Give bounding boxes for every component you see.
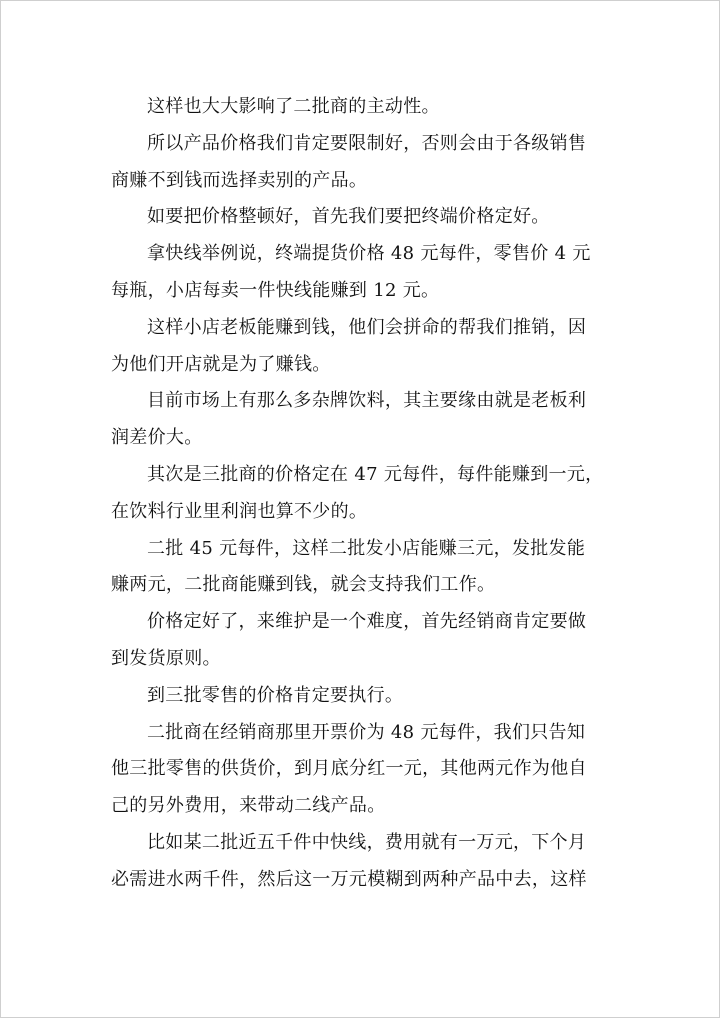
- paragraph: [111, 126, 606, 200]
- text-line: 这样也大大影响了二批商的主动性。: [147, 96, 440, 117]
- paragraph: [111, 678, 606, 715]
- paragraph: [111, 310, 606, 384]
- text-line: 赚两元，二批商能赚到钱，就会支持我们工作。: [111, 574, 496, 596]
- text-line: 润差价大。: [111, 427, 203, 449]
- text-line: 二批商在经销商那里开票价为 48 元每件，我们只告知: [147, 721, 586, 743]
- paragraph: [111, 199, 606, 236]
- text-line: 为他们开店就是为了赚钱。: [111, 353, 331, 375]
- text-line: 己的另外费用，来带动二线产品。: [111, 795, 386, 817]
- document-body: [111, 89, 606, 899]
- paragraph: [111, 383, 606, 457]
- paragraph: [111, 89, 606, 126]
- text-line: 商赚不到钱而选择卖别的产品。: [111, 169, 368, 191]
- text-line: 比如某二批近五千件中快线，费用就有一万元，下个月: [147, 831, 587, 853]
- text-line: 在饮料行业里利润也算不少的。: [111, 500, 368, 522]
- text-line: 到三批零售的价格肯定要执行。: [147, 684, 404, 706]
- text-line: 所以产品价格我们肯定要限制好，否则会由于各级销售: [147, 132, 587, 154]
- text-line: 目前市场上有那么多杂牌饮料，其主要缘由就是老板利: [147, 390, 587, 412]
- paragraph: [111, 604, 606, 678]
- text-line: 到发货原则。: [111, 647, 221, 669]
- paragraph: [111, 457, 606, 531]
- text-line: 他三批零售的供货价，到月底分红一元，其他两元作为他自: [111, 758, 587, 780]
- paragraph: [111, 825, 606, 899]
- text-line: 拿快线举例说，终端提货价格 48 元每件，零售价 4 元: [147, 243, 591, 265]
- paragraph: [111, 236, 606, 310]
- paragraph: [111, 531, 606, 605]
- text-line: 价格定好了，来维护是一个难度，首先经销商肯定要做: [147, 611, 587, 633]
- text-line: 这样小店老板能赚到钱，他们会拼命的帮我们推销，因: [147, 316, 587, 338]
- text-line: 如要把价格整顿好，首先我们要把终端价格定好。: [147, 206, 550, 228]
- text-line: 二批 45 元每件，这样二批发小店能赚三元，发批发能: [147, 537, 586, 559]
- text-line: 每瓶，小店每卖一件快线能赚到 12 元。: [111, 279, 440, 301]
- text-line: 必需进水两千件，然后这一万元模糊到两种产品中去，这样: [111, 868, 587, 890]
- paragraph: [111, 715, 606, 825]
- text-line: 其次是三批商的价格定在 47 元每件，每件能赚到一元，: [147, 463, 604, 485]
